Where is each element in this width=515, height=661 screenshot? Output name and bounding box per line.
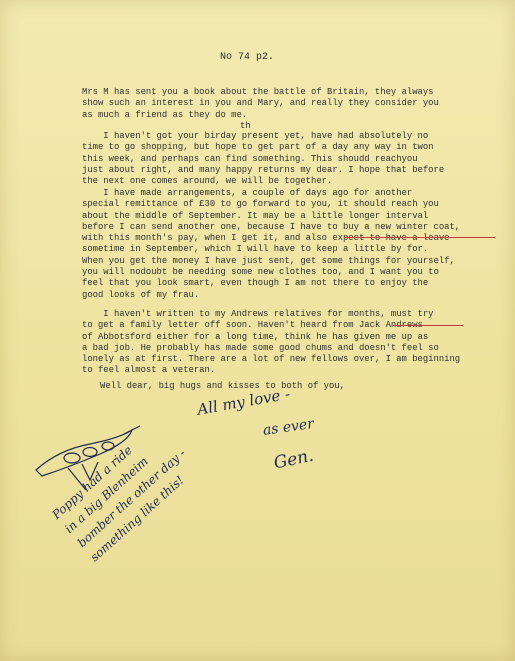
signature: Gen.: [272, 445, 316, 474]
paragraph-book: Mrs M has sent you a book about the battle of Britain, they always show such an interest in you and Mary, and really they consider you as much a friend as they do me.: [82, 87, 439, 120]
margin-note: Poppy had a ride in a big Blenheim bomber the other day - something like this!: [49, 442, 189, 565]
paragraph-remittance: I have made arrangements, a couple of days ago for another special remittance of £30 to go forward to you, it should reach you about the middle of September. It may be a little longer interval before I can send another one, because I have to buy a new winter coat, with this month's pay, when I get it, and also expect to have a leave sometime in September, which I will have to keep a little by for. When you get the money I have just sent, get some things for yourself, you will nodoubt be needing some new clothes too, and I want you to feel that you look smart, even though I am not there to enjoy the good looks of my frau.: [82, 188, 461, 300]
paragraph-birthday: I haven't got your birday present yet, have had absolutely no time to go shopping, but hope to get part of a day any way in twon this week, and perhaps can find something. This shoudd reachyou just about right, and many happy returns my dear. I hope that before the next one comes around, we will be together.: [82, 131, 445, 187]
page-number: No 74 p2.: [220, 52, 275, 63]
paragraph-relatives: I haven't written to my Andrews relatives for months, must try to get a family letter off soon. Haven't heard from Jack Andrews of Abbotsford either for a long time, think he has given me up as a bad job. He probably has made some good chums and doesn't feel so lonely as at first. There are a lot of new fellows over, I am beginning to feel almost a veteran.: [82, 309, 461, 376]
signoff-as-ever: as ever: [262, 415, 315, 439]
superscript-th: th: [240, 121, 251, 131]
closing-line: Well dear, big hugs and kisses to both of you,: [100, 381, 345, 391]
red-underline-winter-coat: [345, 237, 495, 238]
signoff-love: All my love -: [196, 384, 292, 419]
red-underline-jack-andrews: [393, 325, 463, 326]
